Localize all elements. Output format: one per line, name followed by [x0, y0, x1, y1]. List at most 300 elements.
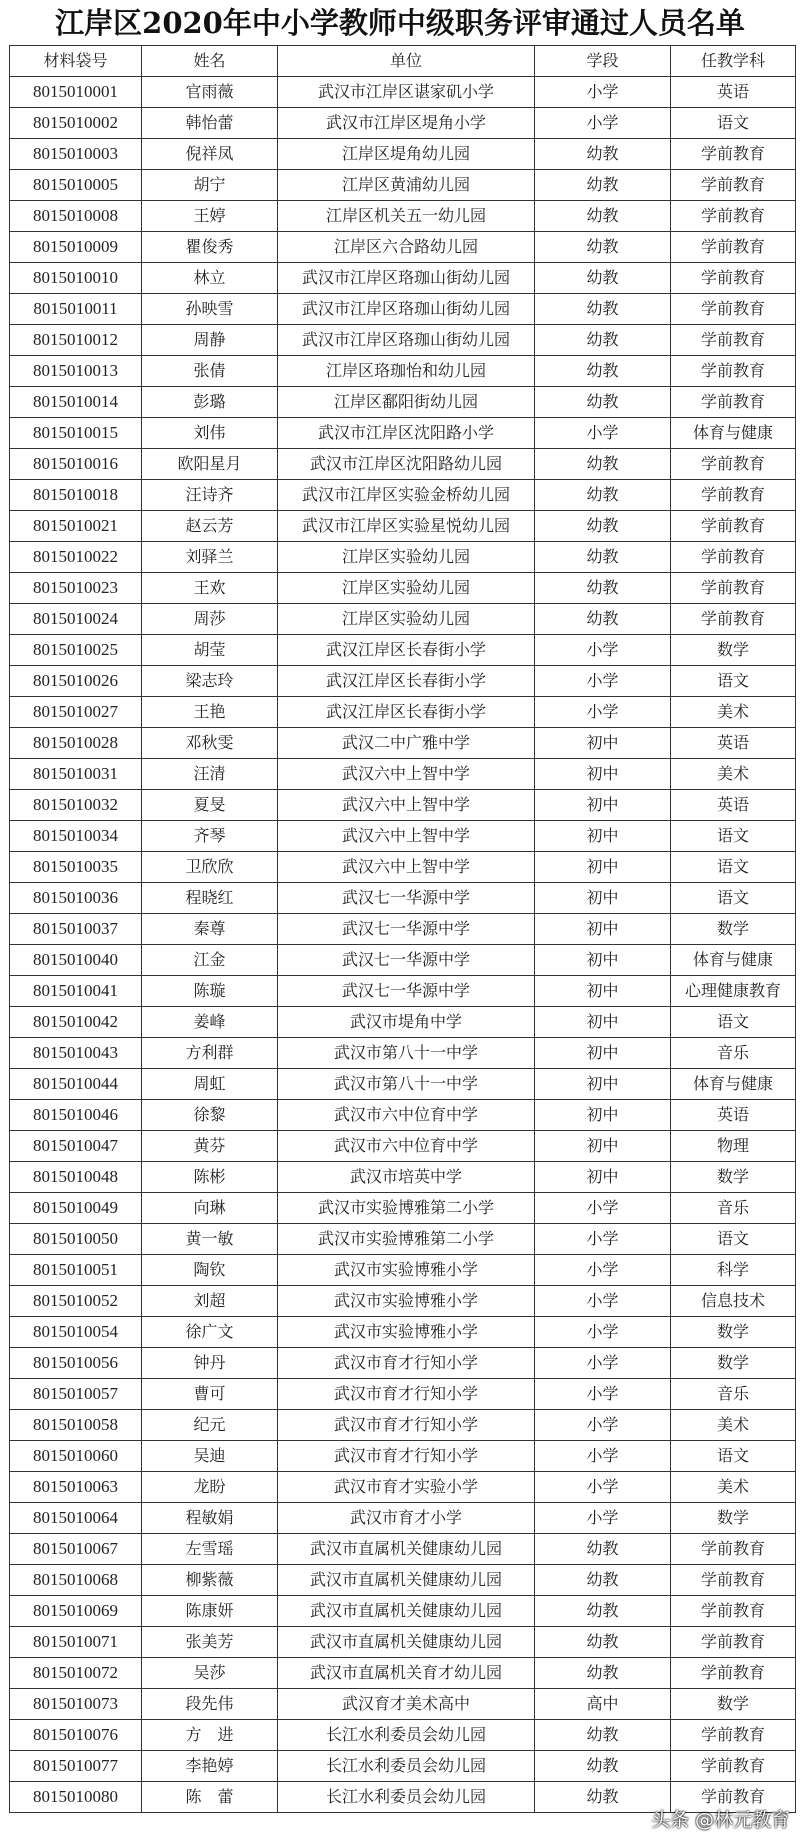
stage-cell: 小学 — [535, 418, 671, 449]
table-row — [10, 1441, 796, 1472]
table-row — [10, 945, 796, 976]
unit-cell: 长江水利委员会幼儿园 — [278, 1720, 535, 1751]
bag-number-cell: 8015010076 — [10, 1720, 142, 1751]
table-row — [10, 1472, 796, 1503]
name-cell: 徐黎 — [142, 1100, 278, 1131]
unit-cell: 武汉市直属机关育才幼儿园 — [278, 1658, 535, 1689]
stage-cell: 小学 — [535, 1441, 671, 1472]
bag-number-cell: 8015010015 — [10, 418, 142, 449]
bag-number-cell: 8015010011 — [10, 294, 142, 325]
table-row — [10, 573, 796, 604]
bag-number-cell: 8015010077 — [10, 1751, 142, 1782]
subject-cell: 物理 — [671, 1131, 796, 1162]
name-cell: 姜峰 — [142, 1007, 278, 1038]
name-cell: 官雨薇 — [142, 77, 278, 108]
subject-cell: 数学 — [671, 635, 796, 666]
subject-cell: 学前教育 — [671, 232, 796, 263]
name-cell: 邓秋雯 — [142, 728, 278, 759]
name-cell: 赵云芳 — [142, 511, 278, 542]
unit-cell: 江岸区实验幼儿园 — [278, 573, 535, 604]
subject-cell: 信息技术 — [671, 1286, 796, 1317]
table-row — [10, 1503, 796, 1534]
stage-cell: 初中 — [535, 1038, 671, 1069]
stage-cell: 高中 — [535, 1689, 671, 1720]
bag-number-cell: 8015010025 — [10, 635, 142, 666]
name-cell: 秦尊 — [142, 914, 278, 945]
header-unit: 单位 — [278, 46, 535, 77]
stage-cell: 小学 — [535, 1410, 671, 1441]
bag-number-cell: 8015010024 — [10, 604, 142, 635]
name-cell: 江金 — [142, 945, 278, 976]
unit-cell: 武汉江岸区长春街小学 — [278, 666, 535, 697]
unit-cell: 武汉市育才行知小学 — [278, 1441, 535, 1472]
name-cell: 齐琴 — [142, 821, 278, 852]
unit-cell: 武汉市培英中学 — [278, 1162, 535, 1193]
stage-cell: 幼教 — [535, 1658, 671, 1689]
table-row — [10, 1410, 796, 1441]
name-cell: 夏旻 — [142, 790, 278, 821]
name-cell: 王婷 — [142, 201, 278, 232]
stage-cell: 幼教 — [535, 387, 671, 418]
bag-number-cell: 8015010008 — [10, 201, 142, 232]
table-row — [10, 1286, 796, 1317]
table-row — [10, 511, 796, 542]
unit-cell: 武汉江岸区长春街小学 — [278, 697, 535, 728]
stage-cell: 初中 — [535, 945, 671, 976]
name-cell: 胡宁 — [142, 170, 278, 201]
name-cell: 吴迪 — [142, 1441, 278, 1472]
name-cell: 刘伟 — [142, 418, 278, 449]
unit-cell: 武汉市直属机关健康幼儿园 — [278, 1565, 535, 1596]
table-row — [10, 139, 796, 170]
unit-cell: 武汉市实验博雅小学 — [278, 1286, 535, 1317]
unit-cell: 武汉市江岸区沈阳路幼儿园 — [278, 449, 535, 480]
table-row — [10, 1162, 796, 1193]
stage-cell: 幼教 — [535, 201, 671, 232]
bag-number-cell: 8015010060 — [10, 1441, 142, 1472]
bag-number-cell: 8015010026 — [10, 666, 142, 697]
subject-cell: 数学 — [671, 1689, 796, 1720]
subject-cell: 语文 — [671, 1224, 796, 1255]
stage-cell: 小学 — [535, 108, 671, 139]
bag-number-cell: 8015010049 — [10, 1193, 142, 1224]
header-name: 姓名 — [142, 46, 278, 77]
subject-cell: 学前教育 — [671, 1627, 796, 1658]
unit-cell: 武汉六中上智中学 — [278, 821, 535, 852]
stage-cell: 幼教 — [535, 263, 671, 294]
subject-cell: 学前教育 — [671, 1782, 796, 1813]
stage-cell: 幼教 — [535, 170, 671, 201]
bag-number-cell: 8015010051 — [10, 1255, 142, 1286]
stage-cell: 小学 — [535, 1317, 671, 1348]
table-row — [10, 294, 796, 325]
stage-cell: 小学 — [535, 697, 671, 728]
unit-cell: 武汉市江岸区实验星悦幼儿园 — [278, 511, 535, 542]
bag-number-cell: 8015010005 — [10, 170, 142, 201]
unit-cell: 武汉市直属机关健康幼儿园 — [278, 1534, 535, 1565]
name-cell: 李艳婷 — [142, 1751, 278, 1782]
subject-cell: 学前教育 — [671, 1565, 796, 1596]
name-cell: 欧阳星月 — [142, 449, 278, 480]
table-row — [10, 325, 796, 356]
stage-cell: 初中 — [535, 914, 671, 945]
name-cell: 左雪瑶 — [142, 1534, 278, 1565]
subject-cell: 学前教育 — [671, 511, 796, 542]
name-cell: 韩怡蕾 — [142, 108, 278, 139]
unit-cell: 武汉市第八十一中学 — [278, 1038, 535, 1069]
table-row — [10, 728, 796, 759]
table-row — [10, 108, 796, 139]
unit-cell: 武汉市直属机关健康幼儿园 — [278, 1596, 535, 1627]
bag-number-cell: 8015010016 — [10, 449, 142, 480]
subject-cell: 科学 — [671, 1255, 796, 1286]
subject-cell: 学前教育 — [671, 1720, 796, 1751]
name-cell: 刘驿兰 — [142, 542, 278, 573]
bag-number-cell: 8015010032 — [10, 790, 142, 821]
bag-number-cell: 8015010031 — [10, 759, 142, 790]
bag-number-cell: 8015010041 — [10, 976, 142, 1007]
name-cell: 吴莎 — [142, 1658, 278, 1689]
name-cell: 程敏娟 — [142, 1503, 278, 1534]
name-cell: 陈彬 — [142, 1162, 278, 1193]
bag-number-cell: 8015010013 — [10, 356, 142, 387]
bag-number-cell: 8015010028 — [10, 728, 142, 759]
stage-cell: 小学 — [535, 666, 671, 697]
subject-cell: 学前教育 — [671, 1658, 796, 1689]
name-cell: 向琳 — [142, 1193, 278, 1224]
table-row — [10, 77, 796, 108]
bag-number-cell: 8015010042 — [10, 1007, 142, 1038]
stage-cell: 幼教 — [535, 232, 671, 263]
table-row — [10, 418, 796, 449]
stage-cell: 幼教 — [535, 294, 671, 325]
unit-cell: 江岸区实验幼儿园 — [278, 604, 535, 635]
stage-cell: 幼教 — [535, 1751, 671, 1782]
unit-cell: 江岸区堤角幼儿园 — [278, 139, 535, 170]
subject-cell: 英语 — [671, 77, 796, 108]
table-row — [10, 263, 796, 294]
table-row — [10, 356, 796, 387]
name-cell: 周莎 — [142, 604, 278, 635]
stage-cell: 小学 — [535, 635, 671, 666]
stage-cell: 小学 — [535, 1286, 671, 1317]
stage-cell: 小学 — [535, 77, 671, 108]
bag-number-cell: 8015010044 — [10, 1069, 142, 1100]
bag-number-cell: 8015010014 — [10, 387, 142, 418]
bag-number-cell: 8015010068 — [10, 1565, 142, 1596]
table-row — [10, 1069, 796, 1100]
table-header-row — [10, 46, 796, 77]
subject-cell: 体育与健康 — [671, 418, 796, 449]
name-cell: 林立 — [142, 263, 278, 294]
name-cell: 陶钦 — [142, 1255, 278, 1286]
unit-cell: 武汉市育才行知小学 — [278, 1379, 535, 1410]
stage-cell: 幼教 — [535, 511, 671, 542]
subject-cell: 数学 — [671, 1162, 796, 1193]
stage-cell: 小学 — [535, 1472, 671, 1503]
name-cell: 方 进 — [142, 1720, 278, 1751]
subject-cell: 学前教育 — [671, 542, 796, 573]
unit-cell: 江岸区珞珈怡和幼儿园 — [278, 356, 535, 387]
stage-cell: 初中 — [535, 1131, 671, 1162]
bag-number-cell: 8015010021 — [10, 511, 142, 542]
name-cell: 纪元 — [142, 1410, 278, 1441]
stage-cell: 小学 — [535, 1255, 671, 1286]
stage-cell: 初中 — [535, 852, 671, 883]
subject-cell: 英语 — [671, 728, 796, 759]
unit-cell: 武汉市六中位育中学 — [278, 1100, 535, 1131]
bag-number-cell: 8015010056 — [10, 1348, 142, 1379]
document-title: 江岸区2020年中小学教师中级职务评审通过人员名单 — [55, 6, 745, 40]
subject-cell: 美术 — [671, 1472, 796, 1503]
subject-cell: 数学 — [671, 1317, 796, 1348]
name-cell: 周静 — [142, 325, 278, 356]
unit-cell: 江岸区六合路幼儿园 — [278, 232, 535, 263]
name-cell: 张美芳 — [142, 1627, 278, 1658]
table-row — [10, 1689, 796, 1720]
table-row — [10, 1627, 796, 1658]
table-row — [10, 914, 796, 945]
table-row — [10, 759, 796, 790]
unit-cell: 武汉市江岸区珞珈山街幼儿园 — [278, 263, 535, 294]
table-row — [10, 1751, 796, 1782]
bag-number-cell: 8015010064 — [10, 1503, 142, 1534]
stage-cell: 初中 — [535, 728, 671, 759]
subject-cell: 学前教育 — [671, 356, 796, 387]
bag-number-cell: 8015010009 — [10, 232, 142, 263]
bag-number-cell: 8015010035 — [10, 852, 142, 883]
subject-cell: 音乐 — [671, 1379, 796, 1410]
stage-cell: 幼教 — [535, 1534, 671, 1565]
subject-cell: 语文 — [671, 108, 796, 139]
name-cell: 瞿俊秀 — [142, 232, 278, 263]
subject-cell: 美术 — [671, 759, 796, 790]
table-row — [10, 1131, 796, 1162]
bag-number-cell: 8015010058 — [10, 1410, 142, 1441]
unit-cell: 武汉二中广雅中学 — [278, 728, 535, 759]
unit-cell: 武汉七一华源中学 — [278, 914, 535, 945]
name-cell: 曹可 — [142, 1379, 278, 1410]
subject-cell: 语文 — [671, 883, 796, 914]
stage-cell: 幼教 — [535, 139, 671, 170]
name-cell: 程晓红 — [142, 883, 278, 914]
bag-number-cell: 8015010063 — [10, 1472, 142, 1503]
name-cell: 彭璐 — [142, 387, 278, 418]
unit-cell: 武汉市实验博雅小学 — [278, 1255, 535, 1286]
subject-cell: 语文 — [671, 666, 796, 697]
bag-number-cell: 8015010043 — [10, 1038, 142, 1069]
unit-cell: 武汉七一华源中学 — [278, 883, 535, 914]
subject-cell: 语文 — [671, 852, 796, 883]
name-cell: 陈 蕾 — [142, 1782, 278, 1813]
subject-cell: 语文 — [671, 1441, 796, 1472]
subject-cell: 学前教育 — [671, 387, 796, 418]
subject-cell: 学前教育 — [671, 325, 796, 356]
stage-cell: 小学 — [535, 1503, 671, 1534]
table-row — [10, 542, 796, 573]
bag-number-cell: 8015010002 — [10, 108, 142, 139]
unit-cell: 武汉市直属机关健康幼儿园 — [278, 1627, 535, 1658]
table-row — [10, 1317, 796, 1348]
stage-cell: 幼教 — [535, 573, 671, 604]
stage-cell: 幼教 — [535, 542, 671, 573]
table-row — [10, 232, 796, 263]
name-cell: 陈璇 — [142, 976, 278, 1007]
stage-cell: 初中 — [535, 883, 671, 914]
stage-cell: 幼教 — [535, 1596, 671, 1627]
bag-number-cell: 8015010073 — [10, 1689, 142, 1720]
header-subject: 任教学科 — [671, 46, 796, 77]
subject-cell: 学前教育 — [671, 480, 796, 511]
stage-cell: 小学 — [535, 1224, 671, 1255]
unit-cell: 武汉七一华源中学 — [278, 976, 535, 1007]
bag-number-cell: 8015010001 — [10, 77, 142, 108]
unit-cell: 武汉市江岸区沈阳路小学 — [278, 418, 535, 449]
table-row — [10, 1193, 796, 1224]
bag-number-cell: 8015010050 — [10, 1224, 142, 1255]
table-row — [10, 1348, 796, 1379]
unit-cell: 江岸区鄱阳街幼儿园 — [278, 387, 535, 418]
name-cell: 卫欣欣 — [142, 852, 278, 883]
stage-cell: 初中 — [535, 821, 671, 852]
stage-cell: 小学 — [535, 1379, 671, 1410]
subject-cell: 心理健康教育 — [671, 976, 796, 1007]
bag-number-cell: 8015010054 — [10, 1317, 142, 1348]
name-cell: 龙盼 — [142, 1472, 278, 1503]
unit-cell: 武汉市六中位育中学 — [278, 1131, 535, 1162]
stage-cell: 初中 — [535, 790, 671, 821]
name-cell: 徐广文 — [142, 1317, 278, 1348]
subject-cell: 体育与健康 — [671, 1069, 796, 1100]
bag-number-cell: 8015010034 — [10, 821, 142, 852]
unit-cell: 江岸区实验幼儿园 — [278, 542, 535, 573]
table-row — [10, 666, 796, 697]
unit-cell: 武汉市江岸区实验金桥幼儿园 — [278, 480, 535, 511]
unit-cell: 武汉七一华源中学 — [278, 945, 535, 976]
table-row — [10, 976, 796, 1007]
table-row — [10, 1534, 796, 1565]
bag-number-cell: 8015010046 — [10, 1100, 142, 1131]
bag-number-cell: 8015010010 — [10, 263, 142, 294]
stage-cell: 初中 — [535, 976, 671, 1007]
unit-cell: 武汉六中上智中学 — [278, 852, 535, 883]
subject-cell: 体育与健康 — [671, 945, 796, 976]
table-row — [10, 170, 796, 201]
unit-cell: 江岸区黄浦幼儿园 — [278, 170, 535, 201]
table-row — [10, 1255, 796, 1286]
table-row — [10, 1720, 796, 1751]
table-row — [10, 1224, 796, 1255]
unit-cell: 武汉市堤角中学 — [278, 1007, 535, 1038]
stage-cell: 幼教 — [535, 1720, 671, 1751]
table-row — [10, 480, 796, 511]
subject-cell: 英语 — [671, 790, 796, 821]
table-row — [10, 1565, 796, 1596]
name-cell: 王欢 — [142, 573, 278, 604]
subject-cell: 数学 — [671, 1348, 796, 1379]
stage-cell: 初中 — [535, 1100, 671, 1131]
name-cell: 梁志玲 — [142, 666, 278, 697]
name-cell: 周虹 — [142, 1069, 278, 1100]
bag-number-cell: 8015010027 — [10, 697, 142, 728]
subject-cell: 学前教育 — [671, 449, 796, 480]
stage-cell: 初中 — [535, 1069, 671, 1100]
subject-cell: 美术 — [671, 1410, 796, 1441]
header-bag-number: 材料袋号 — [10, 46, 142, 77]
subject-cell: 学前教育 — [671, 201, 796, 232]
bag-number-cell: 8015010037 — [10, 914, 142, 945]
name-cell: 倪祥凤 — [142, 139, 278, 170]
watermark: 头条 @林元教育 — [650, 1809, 790, 1831]
table-row — [10, 387, 796, 418]
table-row — [10, 1038, 796, 1069]
name-cell: 王艳 — [142, 697, 278, 728]
stage-cell: 幼教 — [535, 480, 671, 511]
name-cell: 柳紫薇 — [142, 1565, 278, 1596]
subject-cell: 语文 — [671, 1007, 796, 1038]
stage-cell: 幼教 — [535, 325, 671, 356]
name-cell: 汪诗齐 — [142, 480, 278, 511]
table-row — [10, 604, 796, 635]
subject-cell: 学前教育 — [671, 294, 796, 325]
unit-cell: 江岸区机关五一幼儿园 — [278, 201, 535, 232]
table-row — [10, 1658, 796, 1689]
unit-cell: 武汉市育才行知小学 — [278, 1410, 535, 1441]
header-stage: 学段 — [535, 46, 671, 77]
name-cell: 孙映雪 — [142, 294, 278, 325]
stage-cell: 幼教 — [535, 356, 671, 387]
bag-number-cell: 8015010069 — [10, 1596, 142, 1627]
stage-cell: 小学 — [535, 1348, 671, 1379]
unit-cell: 武汉市江岸区堤角小学 — [278, 108, 535, 139]
stage-cell: 幼教 — [535, 1627, 671, 1658]
teacher-list-table — [9, 45, 796, 1813]
bag-number-cell: 8015010071 — [10, 1627, 142, 1658]
bag-number-cell: 8015010048 — [10, 1162, 142, 1193]
unit-cell: 武汉市育才实验小学 — [278, 1472, 535, 1503]
stage-cell: 初中 — [535, 759, 671, 790]
bag-number-cell: 8015010023 — [10, 573, 142, 604]
stage-cell: 幼教 — [535, 604, 671, 635]
bag-number-cell: 8015010018 — [10, 480, 142, 511]
bag-number-cell: 8015010022 — [10, 542, 142, 573]
unit-cell: 长江水利委员会幼儿园 — [278, 1751, 535, 1782]
unit-cell: 武汉六中上智中学 — [278, 759, 535, 790]
unit-cell: 武汉育才美术高中 — [278, 1689, 535, 1720]
stage-cell: 初中 — [535, 1162, 671, 1193]
unit-cell: 武汉市江岸区谌家矶小学 — [278, 77, 535, 108]
table-row — [10, 1007, 796, 1038]
unit-cell: 武汉市实验博雅小学 — [278, 1317, 535, 1348]
table-row — [10, 201, 796, 232]
unit-cell: 武汉市江岸区珞珈山街幼儿园 — [278, 325, 535, 356]
unit-cell: 武汉市育才行知小学 — [278, 1348, 535, 1379]
unit-cell: 长江水利委员会幼儿园 — [278, 1782, 535, 1813]
table-row — [10, 1596, 796, 1627]
unit-cell: 武汉六中上智中学 — [278, 790, 535, 821]
name-cell: 钟丹 — [142, 1348, 278, 1379]
subject-cell: 语文 — [671, 821, 796, 852]
stage-cell: 幼教 — [535, 1565, 671, 1596]
subject-cell: 学前教育 — [671, 1751, 796, 1782]
stage-cell: 小学 — [535, 1193, 671, 1224]
name-cell: 胡莹 — [142, 635, 278, 666]
bag-number-cell: 8015010012 — [10, 325, 142, 356]
subject-cell: 数学 — [671, 1503, 796, 1534]
unit-cell: 武汉市实验博雅第二小学 — [278, 1193, 535, 1224]
subject-cell: 学前教育 — [671, 1534, 796, 1565]
bag-number-cell: 8015010067 — [10, 1534, 142, 1565]
